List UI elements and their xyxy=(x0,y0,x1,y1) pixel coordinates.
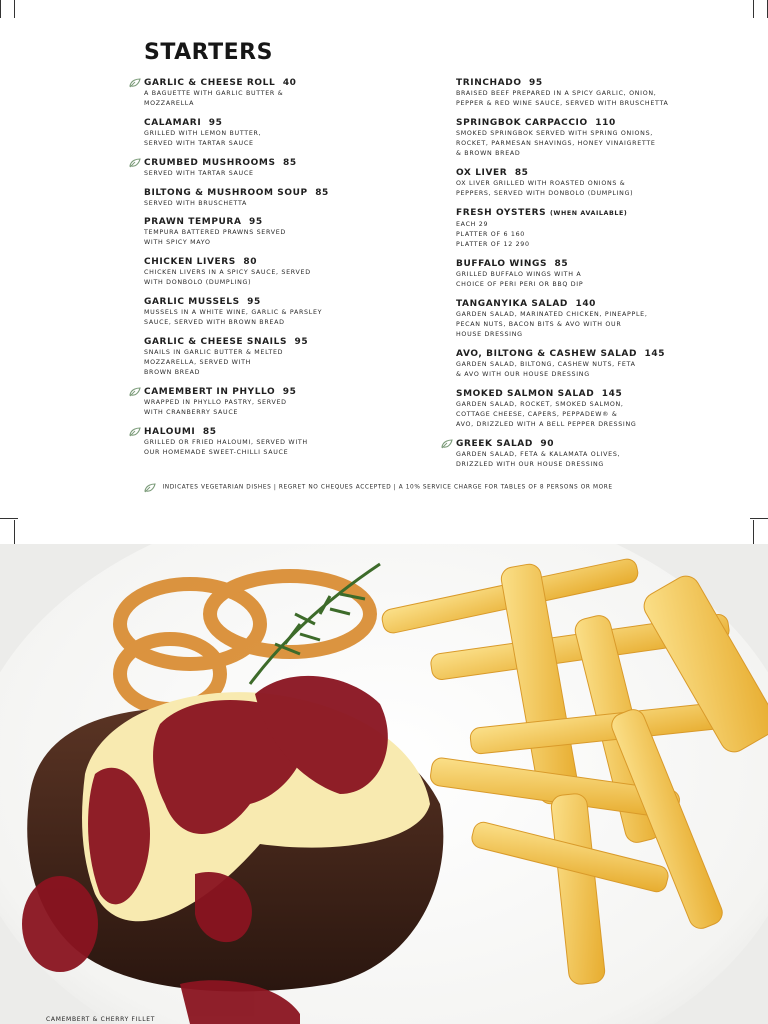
dish-name: BILTONG & MUSHROOM SOUP xyxy=(144,187,308,198)
menu-item-description xyxy=(456,400,756,431)
description-line: WITH SPICY MAYO xyxy=(144,239,211,247)
menu-item xyxy=(144,296,444,328)
menu-item-name xyxy=(144,216,444,228)
leaf-icon xyxy=(129,427,141,437)
description-line: PLATTER OF 12 290 xyxy=(456,241,530,249)
menu-item-description xyxy=(456,179,756,199)
dish-price: 85 xyxy=(283,157,297,168)
menu-item-description xyxy=(144,89,444,109)
photo-caption: CAMEMBERT & CHERRY FILLET xyxy=(46,1016,156,1023)
dish-name: TANGANYIKA SALAD xyxy=(456,298,568,309)
dish-price: 95 xyxy=(282,387,297,398)
menu-column-left xyxy=(144,77,444,466)
description-line: MOZZARELLA xyxy=(144,100,195,108)
menu-item xyxy=(144,216,444,248)
menu-item-name xyxy=(456,438,756,450)
menu-item-description xyxy=(456,310,756,341)
menu-item-description xyxy=(456,220,756,251)
description-line: PEPPER & RED WINE SAUCE, SERVED WITH BRUSCHETTA xyxy=(456,100,669,108)
crop-mark xyxy=(750,518,768,519)
dish-name: GARLIC & CHEESE ROLL xyxy=(144,78,276,88)
description-line: GARDEN SALAD, ROCKET, SMOKED SALMON, xyxy=(456,400,624,408)
menu-item-name xyxy=(144,296,444,308)
dish-name: GARLIC & CHEESE SNAILS xyxy=(144,336,288,347)
description-line: GRILLED WITH LEMON BUTTER, xyxy=(144,129,262,137)
menu-item-description xyxy=(456,129,756,160)
menu-column-right xyxy=(456,77,756,478)
menu-item-description xyxy=(456,89,756,109)
dish-name: FRESH OYSTERS xyxy=(456,207,547,218)
crop-mark xyxy=(0,518,18,519)
dish-price: 95 xyxy=(294,336,309,347)
menu-item xyxy=(144,336,444,379)
description-line: WITH DONBOLO (DUMPLING) xyxy=(144,279,252,287)
page-title: STARTERS xyxy=(144,40,273,65)
description-line: GARDEN SALAD, MARINATED CHICKEN, PINEAPPLE, xyxy=(456,310,648,318)
description-line: GARDEN SALAD, BILTONG, CASHEW NUTS, FETA xyxy=(456,361,636,369)
dish-price: 140 xyxy=(575,298,597,309)
dish-price: 95 xyxy=(529,78,543,88)
description-line: MOZZARELLA, SERVED WITH xyxy=(144,359,252,367)
menu-item xyxy=(456,388,756,431)
description-line: OX LIVER GRILLED WITH ROASTED ONIONS & xyxy=(456,180,626,188)
menu-item xyxy=(456,348,756,380)
dish-name: PRAWN TEMPURA xyxy=(144,217,242,228)
menu-item-description xyxy=(144,169,444,179)
menu-item-name xyxy=(456,207,756,220)
menu-item xyxy=(456,438,756,470)
menu-item-description xyxy=(456,360,756,380)
description-line: SNAILS IN GARLIC BUTTER & MELTED xyxy=(144,348,284,356)
menu-item xyxy=(144,386,444,418)
dish-name: GARLIC MUSSELS xyxy=(144,297,240,308)
description-line: COTTAGE CHEESE, CAPERS, PEPPADEW® & xyxy=(456,411,618,419)
crop-mark xyxy=(0,0,1,18)
menu-item-description xyxy=(144,228,444,248)
menu-item-name xyxy=(456,258,756,270)
menu-item xyxy=(144,426,444,458)
dish-price: 145 xyxy=(644,349,666,360)
menu-item-description xyxy=(144,438,444,458)
dish-name: CRUMBED MUSHROOMS xyxy=(144,157,276,168)
description-line: TEMPURA BATTERED PRAWNS SERVED xyxy=(144,229,286,237)
description-line: PEPPERS, SERVED WITH DONBOLO (DUMPLING) xyxy=(456,190,634,198)
description-line: SAUCE, SERVED WITH BROWN BREAD xyxy=(144,319,285,327)
description-line: SMOKED SPRINGBOK SERVED WITH SPRING ONIONS, xyxy=(456,129,653,137)
menu-item-name xyxy=(144,187,444,199)
menu-item-name xyxy=(456,117,756,129)
dish-name: CAMEMBERT IN PHYLLO xyxy=(144,387,276,398)
menu-item xyxy=(456,298,756,341)
dish-price: 85 xyxy=(202,426,217,437)
menu-item-name xyxy=(456,298,756,310)
description-line: AVO, DRIZZLED WITH A BELL PEPPER DRESSING xyxy=(456,421,637,429)
description-line: SERVED WITH BRUSCHETTA xyxy=(144,199,248,207)
menu-item xyxy=(456,167,756,199)
crop-mark xyxy=(14,0,15,18)
menu-item xyxy=(144,77,444,109)
menu-item-name xyxy=(144,256,444,268)
menu-item-description xyxy=(456,450,756,470)
menu-item-description xyxy=(144,199,444,209)
description-line: CHICKEN LIVERS IN A SPICY SAUCE, SERVED xyxy=(144,269,311,277)
dish-price: 95 xyxy=(208,117,223,128)
description-line: & BROWN BREAD xyxy=(456,150,521,158)
description-line: GRILLED BUFFALO WINGS WITH A xyxy=(456,271,582,279)
description-line: BRAISED BEEF PREPARED IN A SPICY GARLIC, ONION, xyxy=(456,90,657,97)
footer-note xyxy=(144,482,613,492)
menu-item-description xyxy=(456,270,756,290)
dish-price: 110 xyxy=(595,117,616,128)
leaf-icon xyxy=(129,158,141,168)
dish-name: SPRINGBOK CARPACCIO xyxy=(456,117,588,128)
dish-name: SMOKED SALMON SALAD xyxy=(456,388,595,399)
dish-name: AVO, BILTONG & CASHEW SALAD xyxy=(456,349,638,360)
description-line: CHOICE OF PERI PERI OR BBQ DIP xyxy=(456,281,584,289)
description-line: MUSSELS IN A WHITE WINE, GARLIC & PARSLEY xyxy=(144,309,323,317)
menu-item-description xyxy=(144,348,444,379)
dish-name: OX LIVER xyxy=(456,168,508,179)
menu-item-name xyxy=(456,167,756,179)
menu-item xyxy=(144,157,444,179)
leaf-icon xyxy=(129,78,141,88)
description-line: EACH 29 xyxy=(456,220,489,228)
menu-item xyxy=(456,258,756,290)
dish-price: 145 xyxy=(601,388,623,399)
menu-item-description xyxy=(144,129,444,149)
menu-item-name xyxy=(456,388,756,400)
dish-price: 90 xyxy=(540,439,555,450)
menu-item xyxy=(144,256,444,288)
footer-text: INDICATES VEGETARIAN DISHES | REGRET NO CHEQUES ACCEPTED | A 10% SERVICE CHARGE FOR TABLES OF 8 PERSONS OR MORE xyxy=(162,484,613,491)
dish-price: 80 xyxy=(243,257,258,268)
crop-mark xyxy=(753,0,754,18)
dish-price: 85 xyxy=(315,187,329,198)
menu-item-name xyxy=(144,157,444,169)
dish-name: GREEK SALAD xyxy=(456,439,533,450)
leaf-icon xyxy=(144,483,156,493)
dish-name: CHICKEN LIVERS xyxy=(144,257,236,268)
description-line: BROWN BREAD xyxy=(144,369,201,377)
dish-price: 85 xyxy=(554,259,569,270)
dish-price: 95 xyxy=(249,217,263,228)
leaf-icon xyxy=(129,387,141,397)
dish-name: HALOUMI xyxy=(144,426,196,437)
description-line: SERVED WITH TARTAR SAUCE xyxy=(144,140,254,148)
description-line: ROCKET, PARMESAN SHAVINGS, HONEY VINAIGRETTE xyxy=(456,140,656,148)
dish-price: 40 xyxy=(282,78,297,88)
description-line: HOUSE DRESSING xyxy=(456,331,523,339)
description-line: SERVED WITH TARTAR SAUCE xyxy=(144,169,254,177)
menu-item-description xyxy=(144,398,444,418)
leaf-icon xyxy=(441,439,453,449)
menu-item xyxy=(144,117,444,149)
menu-item xyxy=(456,117,756,160)
dish-name: BUFFALO WINGS xyxy=(456,259,548,270)
description-line: A BAGUETTE WITH GARLIC BUTTER & xyxy=(144,90,284,97)
menu-item-name xyxy=(456,348,756,360)
description-line: GARDEN SALAD, FETA & KALAMATA OLIVES, xyxy=(456,451,621,459)
dish-price: 95 xyxy=(247,297,261,308)
description-line: PECAN NUTS, BACON BITS & AVO WITH OUR xyxy=(456,321,622,329)
description-line: PLATTER OF 6 160 xyxy=(456,231,526,239)
menu-item-name xyxy=(144,77,444,89)
food-photo xyxy=(0,544,768,1024)
dish-note: (WHEN AVAILABLE) xyxy=(549,209,628,217)
description-line: GRILLED OR FRIED HALOUMI, SERVED WITH xyxy=(144,438,308,446)
menu-item-name xyxy=(144,386,444,398)
menu-item-name xyxy=(456,77,756,89)
menu-item xyxy=(144,187,444,209)
dish-name: CALAMARI xyxy=(144,117,202,128)
description-line: WITH CRANBERRY SAUCE xyxy=(144,409,239,417)
description-line: & AVO WITH OUR HOUSE DRESSING xyxy=(456,371,590,379)
description-line: OUR HOMEMADE SWEET-CHILLI SAUCE xyxy=(144,449,289,457)
description-line: WRAPPED IN PHYLLO PASTRY, SERVED xyxy=(144,399,287,407)
description-line: DRIZZLED WITH OUR HOUSE DRESSING xyxy=(456,461,604,469)
dish-name: TRINCHADO xyxy=(456,78,522,88)
dish-price: 85 xyxy=(514,168,529,179)
menu-item-description xyxy=(144,268,444,288)
menu-item-name xyxy=(144,426,444,438)
menu-item-name xyxy=(144,336,444,348)
menu-item-name xyxy=(144,117,444,129)
menu-item-description xyxy=(144,308,444,328)
menu-item xyxy=(456,207,756,251)
menu-item xyxy=(456,77,756,109)
